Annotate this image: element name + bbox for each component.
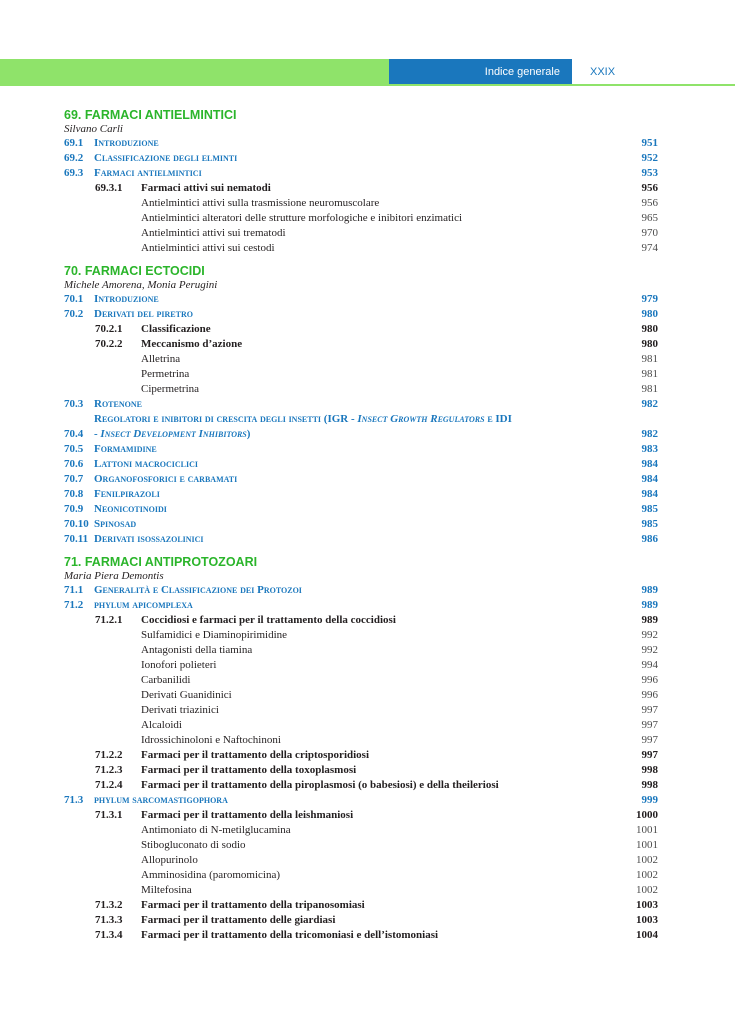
entry-number: 70.2.2	[95, 338, 123, 350]
entry-title	[94, 412, 618, 442]
entry-title: Spinosad	[94, 518, 137, 530]
chapter-section	[64, 264, 658, 547]
entry-title: Antimoniato di N-metilglucamina	[141, 824, 291, 836]
toc-entry[interactable]	[64, 823, 658, 838]
entry-title: Farmaci per il trattamento delle giardiasi	[141, 914, 336, 926]
toc-entry[interactable]	[64, 688, 658, 703]
entry-number: 71.2	[64, 599, 84, 611]
entry-page-number: 997	[641, 704, 658, 716]
entry-number: 69.1	[64, 137, 84, 149]
toc-entry[interactable]	[64, 913, 658, 928]
entry-page-number: 996	[641, 689, 658, 701]
chapter-title: 70. FARMACI ECTOCIDI	[64, 264, 205, 278]
entry-title: Derivati isossazolinici	[94, 533, 204, 545]
entry-page-number: 974	[641, 242, 658, 254]
entry-title: Meccanismo d’azione	[141, 338, 243, 350]
toc-entry[interactable]	[64, 382, 658, 397]
entry-title-part: )	[246, 428, 251, 440]
entry-title: Ionofori polieteri	[141, 659, 217, 671]
entry-title: Cipermetrina	[141, 383, 200, 395]
entry-title: Antagonisti della tiamina	[141, 644, 253, 656]
entry-number: 70.2	[64, 308, 84, 320]
toc-entry[interactable]	[64, 748, 658, 763]
entry-title: Farmaci per il trattamento della tricomoniasi e dell’istomoniasi	[141, 929, 439, 941]
header-rule	[389, 84, 735, 86]
entry-title: Permetrina	[141, 368, 190, 380]
chapter-author: Maria Piera Demontis	[64, 570, 164, 582]
entry-page-number: 996	[641, 674, 658, 686]
entry-title: Farmaci per il trattamento della criptosporidiosi	[141, 749, 370, 761]
entry-title: Antielmintici attivi sulla trasmissione neuromuscolare	[141, 197, 380, 209]
entry-number: 70.5	[64, 443, 84, 455]
chapter-title: 71. FARMACI ANTIPROTOZOARI	[64, 555, 258, 569]
entry-title-part: Insect Development Inhibitors	[100, 428, 247, 440]
page-header	[0, 59, 735, 86]
entry-title: Lattoni macrociclici	[94, 458, 199, 470]
toc-entry[interactable]	[64, 472, 658, 487]
entry-title: Alcaloidi	[141, 719, 182, 731]
entry-title: phylum apicomplexa	[94, 599, 193, 611]
entry-page-number: 999	[641, 794, 658, 806]
entry-number: 71.1	[64, 584, 84, 596]
entry-title: Derivati Guanidinici	[141, 689, 232, 701]
toc-entry[interactable]	[64, 442, 658, 457]
toc-entry[interactable]	[64, 643, 658, 658]
toc-entry[interactable]	[64, 733, 658, 748]
entry-title: Antielmintici attivi sui trematodi	[141, 227, 286, 239]
entry-page-number: 1001	[636, 824, 658, 836]
entry-title-part: Regolatori e inibitori di crescita degli insetti (IGR -	[94, 413, 358, 425]
entry-page-number: 970	[641, 227, 658, 239]
chapter-author: Michele Amorena, Monia Perugini	[64, 279, 218, 291]
entry-page-number: 984	[641, 488, 658, 500]
entry-title: Introduzione	[94, 137, 159, 149]
entry-title: Classificazione	[141, 323, 211, 335]
entry-title: Fenilpirazoli	[94, 488, 160, 500]
entry-number: 70.4	[64, 428, 84, 440]
toc-entry[interactable]	[64, 898, 658, 913]
entry-number: 70.3	[64, 398, 84, 410]
entry-number: 70.2.1	[95, 323, 123, 335]
toc-entry[interactable]	[64, 838, 658, 853]
toc-entry[interactable]	[64, 196, 658, 211]
entry-page-number: 1002	[636, 854, 658, 866]
toc-entry[interactable]	[64, 853, 658, 868]
toc-entry[interactable]	[64, 502, 658, 517]
entry-page-number: 981	[641, 368, 658, 380]
entry-title: Idrossichinoloni e Naftochinoni	[141, 734, 281, 746]
toc-entry[interactable]	[64, 628, 658, 643]
entry-title: Classificazione degli elminti	[94, 152, 238, 164]
table-of-contents	[64, 108, 658, 951]
entry-title: Antielmintici attivi sui cestodi	[141, 242, 275, 254]
entry-page-number: 981	[641, 383, 658, 395]
toc-entry[interactable]	[64, 928, 658, 943]
entry-title: Allopurinolo	[141, 854, 198, 866]
chapter-title: 69. FARMACI ANTIELMINTICI	[64, 108, 237, 122]
entry-number: 70.8	[64, 488, 84, 500]
entry-page-number: 956	[641, 182, 658, 194]
toc-entry[interactable]	[64, 613, 658, 628]
entry-page-number: 981	[641, 353, 658, 365]
entry-title: Rotenone	[94, 398, 142, 410]
entry-number: 71.3.1	[95, 809, 123, 821]
entry-number: 70.7	[64, 473, 84, 485]
chapter-author: Silvano Carli	[64, 123, 123, 135]
toc-entry[interactable]	[64, 517, 658, 532]
entry-page-number: 980	[641, 338, 658, 350]
toc-entry[interactable]	[64, 598, 658, 613]
toc-entry[interactable]	[64, 673, 658, 688]
entry-title: Antielmintici alteratori delle strutture morfologiche e inibitori enzimatici	[141, 212, 463, 224]
header-page-number: XXIX	[590, 66, 616, 78]
entry-title: Generalità e Classificazione dei Protozoi	[94, 584, 302, 596]
entry-page-number: 997	[641, 749, 658, 761]
entry-page-number: 989	[641, 599, 658, 611]
toc-entry[interactable]	[64, 778, 658, 793]
toc-entry[interactable]	[64, 397, 658, 412]
entry-page-number: 980	[641, 308, 658, 320]
toc-entry[interactable]	[64, 457, 658, 472]
entry-page-number: 997	[641, 719, 658, 731]
toc-entry[interactable]	[64, 793, 658, 808]
entry-page-number: 986	[641, 533, 658, 545]
entry-title: Derivati del piretro	[94, 308, 193, 320]
toc-entry[interactable]	[64, 337, 658, 352]
entry-number: 69.3.1	[95, 182, 123, 194]
toc-entry[interactable]	[64, 658, 658, 673]
toc-entry[interactable]	[64, 166, 658, 181]
entry-number: 71.2.1	[95, 614, 123, 626]
entry-page-number: 997	[641, 734, 658, 746]
entry-title: Stibogluconato di sodio	[141, 839, 246, 851]
entry-title: Farmaci antielmintici	[94, 167, 202, 179]
entry-number: 70.10	[64, 518, 89, 530]
entry-title: Alletrina	[141, 353, 181, 365]
toc-entry[interactable]	[64, 322, 658, 337]
entry-page-number: 953	[641, 167, 658, 179]
chapter-section	[64, 555, 658, 943]
entry-title: Derivati triazinici	[141, 704, 219, 716]
toc-entry[interactable]	[64, 487, 658, 502]
entry-title: Farmaci per il trattamento della leishmaniosi	[141, 809, 354, 821]
header-section-tab	[389, 59, 572, 86]
entry-page-number: 992	[641, 629, 658, 641]
entry-page-number: 980	[641, 323, 658, 335]
chapter-section	[64, 108, 658, 256]
entry-page-number: 983	[641, 443, 658, 455]
entry-page-number: 989	[641, 584, 658, 596]
entry-title: Farmaci attivi sui nematodi	[141, 182, 271, 194]
entry-number: 69.2	[64, 152, 84, 164]
entry-number: 70.1	[64, 293, 84, 305]
entry-title-part: Insect Growth Regulators	[357, 413, 485, 425]
entry-title: Formamidine	[94, 443, 157, 455]
toc-entry[interactable]	[64, 307, 658, 322]
toc-entry[interactable]	[64, 151, 658, 166]
toc-entry[interactable]	[64, 412, 658, 442]
entry-page-number: 956	[641, 197, 658, 209]
entry-page-number: 984	[641, 473, 658, 485]
toc-entry[interactable]	[64, 718, 658, 733]
toc-entry[interactable]	[64, 241, 658, 256]
toc-entry[interactable]	[64, 352, 658, 367]
toc-entry[interactable]	[64, 181, 658, 196]
entry-page-number: 1002	[636, 869, 658, 881]
entry-title: Coccidiosi e farmaci per il trattamento della coccidiosi	[141, 614, 396, 626]
entry-title: Carbanilidi	[141, 674, 191, 686]
entry-page-number: 1004	[636, 929, 658, 941]
entry-number: 69.3	[64, 167, 84, 179]
entry-page-number: 952	[641, 152, 658, 164]
entry-number: 71.3.2	[95, 899, 123, 911]
entry-page-number: 982	[641, 428, 658, 440]
header-green-band	[0, 59, 389, 86]
entry-title: Farmaci per il trattamento della piroplasmosi (o babesiosi) e della theileriosi	[141, 779, 499, 791]
toc-entry[interactable]	[64, 883, 658, 898]
entry-title-part: e IDI	[484, 413, 512, 425]
toc-entry[interactable]	[64, 868, 658, 883]
entry-page-number: 1001	[636, 839, 658, 851]
toc-entry[interactable]	[64, 226, 658, 241]
entry-title: Introduzione	[94, 293, 159, 305]
entry-number: 71.3.3	[95, 914, 123, 926]
toc-entry[interactable]	[64, 367, 658, 382]
entry-page-number: 965	[641, 212, 658, 224]
entry-page-number: 994	[641, 659, 658, 671]
toc-entry[interactable]	[64, 583, 658, 598]
entry-title: Miltefosina	[141, 884, 192, 896]
entry-page-number: 989	[641, 614, 658, 626]
entry-page-number: 984	[641, 458, 658, 470]
toc-entry[interactable]	[64, 292, 658, 307]
entry-page-number: 992	[641, 644, 658, 656]
header-section-title: Indice generale	[484, 66, 560, 78]
toc-entry[interactable]	[64, 136, 658, 151]
entry-title: Farmaci per il trattamento della tripanosomiasi	[141, 899, 365, 911]
entry-page-number: 951	[641, 137, 658, 149]
entry-number: 70.11	[64, 533, 89, 545]
entry-number: 70.9	[64, 503, 84, 515]
toc-entry[interactable]	[64, 703, 658, 718]
entry-page-number: 1002	[636, 884, 658, 896]
entry-number: 71.2.3	[95, 764, 123, 776]
entry-number: 70.6	[64, 458, 84, 470]
entry-page-number: 998	[641, 764, 658, 776]
entry-page-number: 1003	[636, 914, 658, 926]
entry-number: 71.3	[64, 794, 84, 806]
entry-page-number: 985	[641, 503, 658, 515]
entry-page-number: 998	[641, 779, 658, 791]
entry-title: Neonicotinoidi	[94, 503, 167, 515]
entry-number: 71.3.4	[95, 929, 123, 941]
entry-title: Organofosforici e carbamati	[94, 473, 238, 485]
entry-title: Amminosidina (paromomicina)	[141, 869, 280, 881]
entry-page-number: 985	[641, 518, 658, 530]
toc-entry[interactable]	[64, 532, 658, 547]
entry-number: 71.2.2	[95, 749, 123, 761]
entry-title: Sulfamidici e Diaminopirimidine	[141, 629, 288, 641]
entry-title: phylum sarcomastigophora	[94, 794, 228, 806]
entry-title-part: -	[94, 428, 101, 440]
entry-page-number: 979	[641, 293, 658, 305]
toc-entry[interactable]	[64, 763, 658, 778]
entry-number: 71.2.4	[95, 779, 123, 791]
entry-title: Farmaci per il trattamento della toxoplasmosi	[141, 764, 357, 776]
entry-page-number: 982	[641, 398, 658, 410]
entry-page-number: 1000	[636, 809, 658, 821]
toc-entry[interactable]	[64, 211, 658, 226]
entry-page-number: 1003	[636, 899, 658, 911]
toc-entry[interactable]	[64, 808, 658, 823]
